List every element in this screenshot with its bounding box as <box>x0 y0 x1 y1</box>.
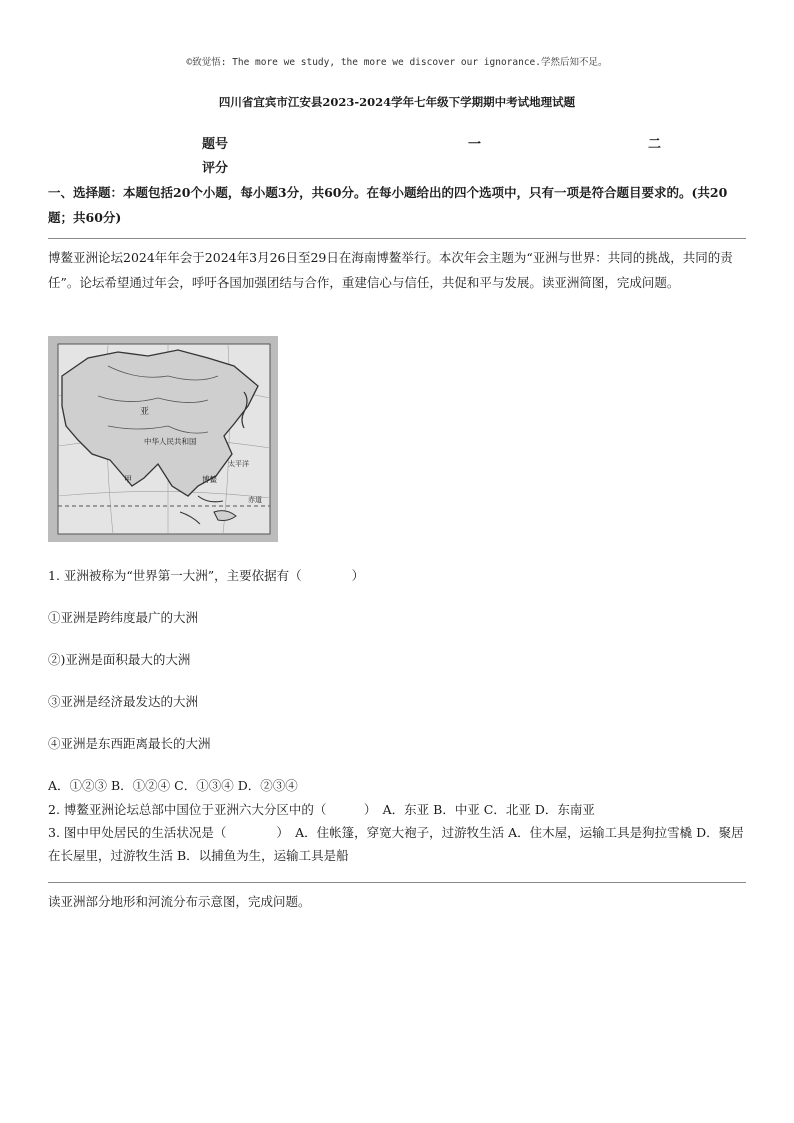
header-motto: ©致觉悟: The more we study, the more we discover our ignorance.学然后知不足。 <box>186 57 608 68</box>
asia-map-image <box>48 336 278 542</box>
passage-2-text: 读亚洲部分地形和河流分布示意图，完成问题。 <box>48 894 311 909</box>
question-3: 3. 图中甲处居民的生活状况是（ ） A．住帐篷，穿宽大袍子，过游牧生活 A．住木屋，运输工具是狗拉雪橇 D．聚居在长屋里，过游牧生活 B．以捕鱼为生，运输工具是船 <box>48 825 744 863</box>
table-col-label: 题号 <box>202 137 229 152</box>
section-heading: 一、选择题：本题包括20个小题，每小题3分，共60分。在每小题给出的四个选项中，只有一项是符合题目要求的。(共20题；共60分) <box>48 185 728 225</box>
question-1-stem: 1. 亚洲被称为“世界第一大洲”，主要依据有（ ） <box>48 568 365 583</box>
map-label-asia: 亚 <box>140 407 150 417</box>
map-label-jia: 甲 <box>124 475 132 484</box>
page-title: 四川省宜宾市江安县2023-2024学年七年级下学期期中考试地理试题 <box>218 95 576 109</box>
q1-statement-1: ①亚洲是跨纬度最广的大洲 <box>48 610 199 625</box>
divider <box>48 882 746 883</box>
map-label-equator: 赤道 <box>248 496 262 504</box>
q1-statement-3: ③亚洲是经济最发达的大洲 <box>48 694 199 709</box>
map-label-china: 中华人民共和国 <box>144 437 197 446</box>
map-label-pacific: 太平洋 <box>228 460 249 468</box>
divider <box>48 238 746 239</box>
q1-statement-2: ②)亚洲是面积最大的大洲 <box>48 652 191 667</box>
passage-text: 博鳌亚洲论坛2024年年会于2024年3月26日至29日在海南博鳌举行。本次年会主题为“亚洲与世界：共同的挑战，共同的责任”。论坛希望通过年会，呼吁各国加强团结与合作，重建信心与信任，共促和平与发展。读亚洲简图，完成问题。 <box>48 250 733 290</box>
question-2: 2. 博鳌亚洲论坛总部中国位于亚洲六大分区中的（ ） A．东亚 B．中亚 C．北亚 D．东南亚 <box>48 802 595 817</box>
table-col-2: 二 <box>648 137 662 152</box>
q1-options: A．①②③ B．①②④ C．①③④ D．②③④ <box>48 778 298 793</box>
map-label-boao: 博鳌 <box>202 475 217 484</box>
q1-statement-4: ④亚洲是东西距离最长的大洲 <box>48 736 211 751</box>
table-col-1: 一 <box>468 137 482 152</box>
table-row-label: 评分 <box>202 161 229 176</box>
